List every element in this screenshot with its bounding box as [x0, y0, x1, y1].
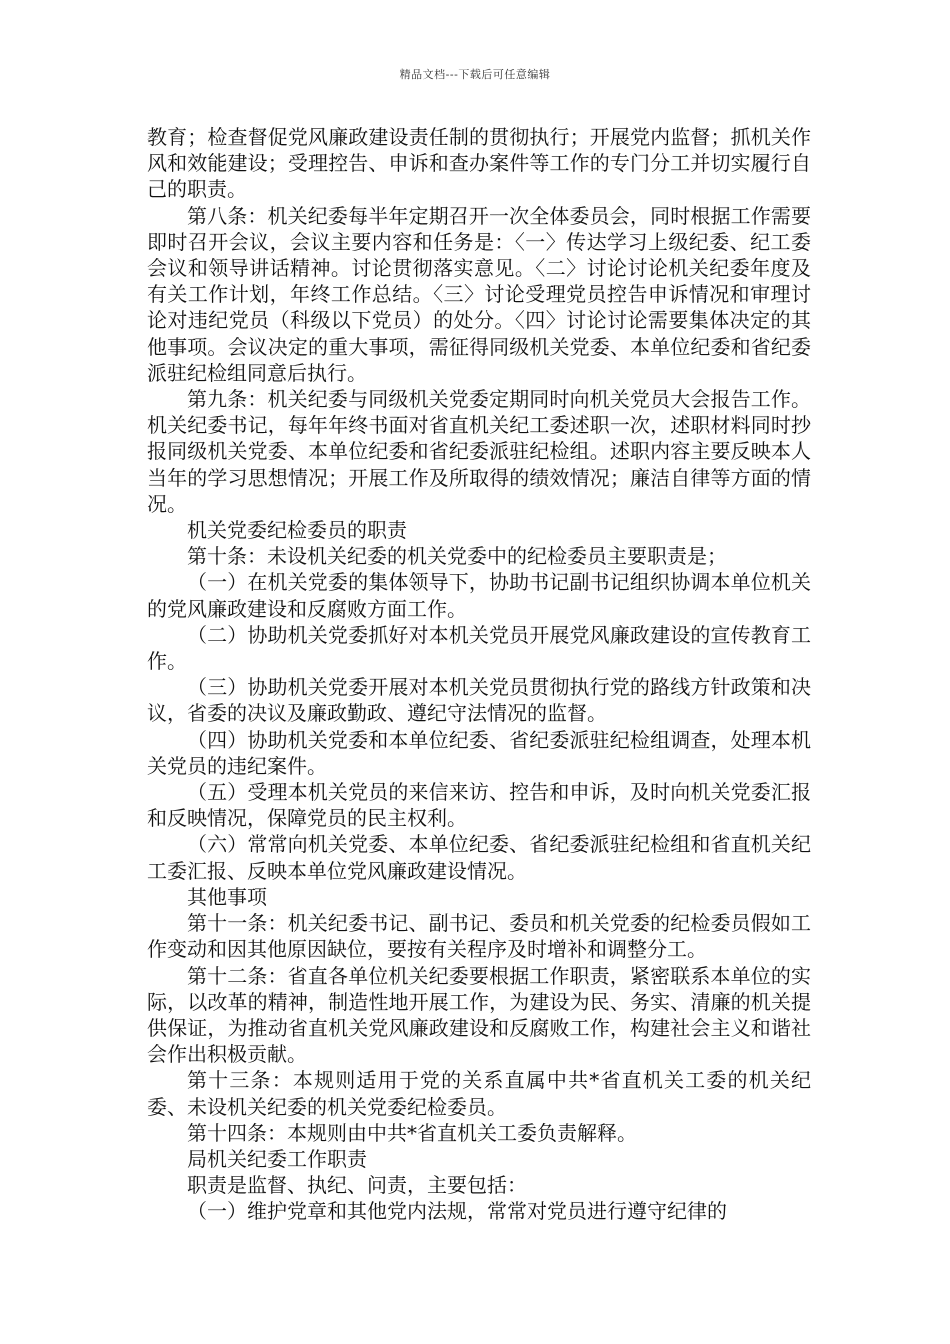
paragraph: （五）受理本机关党员的来信来访、控告和申诉，及时向机关党委汇报和反映情况，保障党员的民主权利。 — [147, 780, 811, 831]
paragraph: （四）协助机关党委和本单位纪委、省纪委派驻纪检组调查，处理本机关党员的违纪案件。 — [147, 727, 811, 778]
paragraph: 局机关纪委工作职责 — [187, 1146, 367, 1171]
paragraph: （一）维护党章和其他党内法规，常常对党员进行遵守纪律的 — [187, 1199, 727, 1224]
document-body — [147, 124, 811, 1225]
paragraph: 第十一条：机关纪委书记、副书记、委员和机关党委的纪检委员假如工作变动和因其他原因缺位，要按有关程序及时增补和调整分工。 — [147, 911, 811, 962]
paragraph: 第九条：机关纪委与同级机关党委定期同时向机关党员大会报告工作。机关纪委书记，每年年终书面对省直机关纪工委述职一次，述职材料同时抄报同级机关党委、本单位纪委和省纪委派驻纪检组。述职内容主要反映本人当年的学习思想情况；开展工作及所取得的绩效情况；廉洁自律等方面的情况。 — [147, 387, 811, 516]
paragraph: （二）协助机关党委抓好对本机关党员开展党风廉政建设的宣传教育工作。 — [147, 622, 811, 674]
paragraph: 机关党委纪检委员的职责 — [187, 518, 407, 543]
paragraph: （三）协助机关党委开展对本机关党员贯彻执行党的路线方针政策和决议，省委的决议及廉政勤政、遵纪守法情况的监督。 — [147, 675, 811, 726]
page-header: 精品文档---下载后可任意编辑 — [399, 68, 551, 81]
paragraph: 第十二条：省直各单位机关纪委要根据工作职责，紧密联系本单位的实际，以改革的精神，制造性地开展工作，为建设为民、务实、清廉的机关提供保证，为推动省直机关党风廉政建设和反腐败工作，构建社会主义和谐社会作出积极贡献。 — [147, 963, 811, 1067]
paragraph: 第十四条：本规则由中共*省直机关工委负责解释。 — [187, 1120, 637, 1145]
paragraph: 第十条：未设机关纪委的机关党委中的纪检委员主要职责是； — [187, 544, 727, 569]
paragraph: 第八条：机关纪委每半年定期召开一次全体委员会，同时根据工作需要即时召开会议，会议主要内容和任务是：〈一〉传达学习上级纪委、纪工委会议和领导讲话精神。讨论贯彻落实意见。〈二〉讨论讨论机关纪委年度及有关工作计划，年终工作总结。〈三〉讨论受理党员控告申诉情况和审理讨论对违纪党员（科级以下党员）的处分。〈四〉讨论讨论需要集体决定的其他事项。会议决定的重大事项，需征得同级机关党委、本单位纪委和省纪委派驻纪检组同意后执行。 — [147, 203, 811, 385]
paragraph: 其他事项 — [187, 884, 267, 909]
paragraph: 第十三条：本规则适用于党的关系直属中共*省直机关工委的机关纪委、未设机关纪委的机关党委纪检委员。 — [147, 1068, 811, 1119]
paragraph: （六）常常向机关党委、本单位纪委、省纪委派驻纪检组和省直机关纪工委汇报、反映本单位党风廉政建设情况。 — [147, 832, 811, 883]
paragraph: （一）在机关党委的集体领导下，协助书记副书记组织协调本单位机关的党风廉政建设和反腐败方面工作。 — [147, 570, 811, 621]
paragraph: 教育；检查督促党风廉政建设责任制的贯彻执行；开展党内监督；抓机关作风和效能建设；受理控告、申诉和查办案件等工作的专门分工并切实履行自己的职责。 — [147, 125, 811, 202]
paragraph: 职责是监督、执纪、问责，主要包括： — [187, 1173, 527, 1198]
